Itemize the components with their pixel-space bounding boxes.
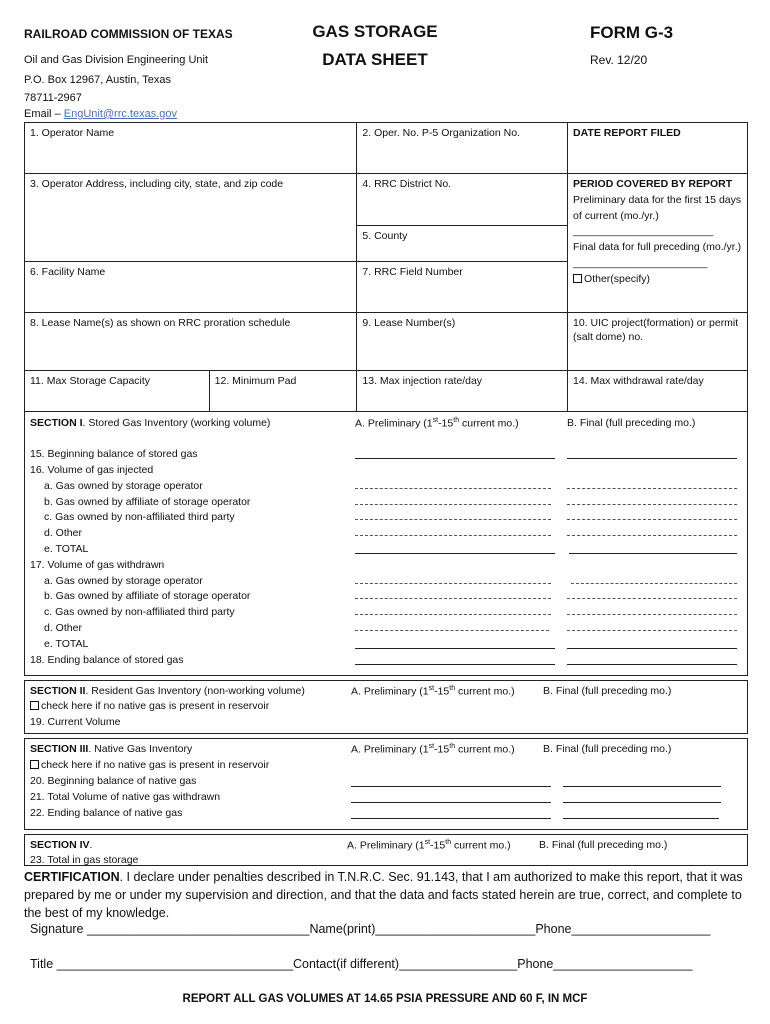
section-1-title: . Stored Gas Inventory (working volume) xyxy=(82,417,271,429)
p5-number-label: 2. Oper. No. P-5 Organization No. xyxy=(362,127,520,139)
item-22-prelim-input[interactable] xyxy=(351,818,551,819)
item-17e-prelim-input[interactable] xyxy=(355,648,555,649)
max-withdrawal-field[interactable] xyxy=(568,371,748,412)
item-20-prelim-input[interactable] xyxy=(351,786,551,787)
agency-name: RAILROAD COMMISSION OF TEXAS xyxy=(24,27,233,41)
item-17e: e. TOTAL xyxy=(44,638,89,650)
section-3-col-a xyxy=(351,742,515,757)
no-native-gas-checkbox-2[interactable] xyxy=(30,760,39,769)
item-18-final-input[interactable] xyxy=(567,664,737,665)
revision: Rev. 12/20 xyxy=(590,53,648,67)
footer-note: REPORT ALL GAS VOLUMES AT 14.65 PSIA PRESSURE AND 60 F, IN MCF xyxy=(182,993,588,1005)
item-16a-final-input[interactable] xyxy=(567,488,737,489)
item-16e-prelim-input[interactable] xyxy=(355,553,555,554)
facility-name-label: 6. Facility Name xyxy=(30,266,106,278)
item-19: 19. Current Volume xyxy=(30,716,121,728)
section-4-col-b: B. Final (full preceding mo.) xyxy=(539,839,668,851)
operator-info-table xyxy=(24,122,748,412)
section-3-title: . Native Gas Inventory xyxy=(88,743,193,755)
form-title-line1: GAS STORAGE xyxy=(312,22,438,41)
col-a-mid: -15 xyxy=(438,417,454,430)
item-17: 17. Volume of gas withdrawn xyxy=(30,559,165,571)
item-17d-prelim-input[interactable] xyxy=(355,630,549,631)
period-prelim-text: Preliminary data for the first 15 days of current (mo./yr.) xyxy=(573,193,742,222)
s2-col-a-pre: A. Preliminary (1 xyxy=(351,685,429,698)
minimum-pad-field[interactable] xyxy=(209,371,357,412)
s4-col-a-post: current mo.) xyxy=(451,839,511,852)
section-3-label: SECTION III xyxy=(30,743,89,755)
minimum-pad-label: 12. Minimum Pad xyxy=(214,375,297,387)
period-other xyxy=(573,272,742,288)
email-prefix: Email – xyxy=(24,108,64,120)
section-3 xyxy=(24,738,748,830)
certification-text xyxy=(24,868,748,922)
item-17c: c. Gas owned by non-affiliated third party xyxy=(44,606,235,618)
item-17b: b. Gas owned by affiliate of storage operator xyxy=(44,590,251,602)
section-1 xyxy=(24,411,748,676)
item-17a-final-input[interactable] xyxy=(571,583,737,584)
lease-number-label: 9. Lease Number(s) xyxy=(362,317,456,329)
operator-address-field[interactable] xyxy=(25,174,357,262)
district-field[interactable] xyxy=(357,174,568,226)
item-18: 18. Ending balance of stored gas xyxy=(30,654,184,666)
period-prelim-blank[interactable]: ________________________ xyxy=(573,225,714,238)
section-2-check-label: check here if no native gas is present in reservoir xyxy=(41,700,270,712)
p5-number-field[interactable] xyxy=(357,123,568,174)
section-1-heading xyxy=(30,416,270,430)
operator-address-label: 3. Operator Address, including city, state, and zip code xyxy=(30,178,284,190)
period-covered-field xyxy=(568,174,748,313)
item-16e: e. TOTAL xyxy=(44,543,89,555)
operator-name-label: 1. Operator Name xyxy=(30,127,115,139)
s3-col-a-sup1: st xyxy=(428,743,435,750)
field-number-label: 7. RRC Field Number xyxy=(362,266,463,278)
section-2-col-b: B. Final (full preceding mo.) xyxy=(543,685,672,697)
lease-number-field[interactable] xyxy=(357,313,568,371)
item-16d: d. Other xyxy=(44,527,82,539)
facility-name-field[interactable] xyxy=(25,262,357,313)
email-link[interactable]: EngUnit@rrc.texas.gov xyxy=(63,108,178,120)
item-16d-prelim-input[interactable] xyxy=(355,535,551,536)
section-2-label: SECTION II xyxy=(30,685,86,697)
item-15: 15. Beginning balance of stored gas xyxy=(30,448,198,460)
s3-col-a-mid: -15 xyxy=(434,743,450,756)
max-injection-field[interactable] xyxy=(357,371,568,412)
s4-col-a-pre: A. Preliminary (1 xyxy=(347,839,425,852)
col-a-sup2: th xyxy=(453,417,460,424)
lease-name-label: 8. Lease Name(s) as shown on RRC proration schedule xyxy=(30,317,291,329)
max-storage-label: 11. Max Storage Capacity xyxy=(30,375,151,387)
s3-col-a-pre: A. Preliminary (1 xyxy=(351,743,429,756)
section-2-check xyxy=(30,699,269,713)
item-16: 16. Volume of gas injected xyxy=(30,464,154,476)
section-2 xyxy=(24,680,748,734)
email-line xyxy=(24,107,177,122)
item-17a-prelim-input[interactable] xyxy=(355,583,551,584)
s2-col-a-mid: -15 xyxy=(434,685,450,698)
item-16b-final-input[interactable] xyxy=(567,504,737,505)
item-16a-prelim-input[interactable] xyxy=(355,488,551,489)
item-20: 20. Beginning balance of native gas xyxy=(30,775,197,787)
s2-col-a-sup2: th xyxy=(449,685,456,692)
section-2-col-a xyxy=(351,684,515,699)
period-title: PERIOD COVERED BY REPORT xyxy=(573,178,733,190)
item-17c-final-input[interactable] xyxy=(567,614,737,615)
item-18-prelim-input[interactable] xyxy=(355,664,555,665)
form-title-line2: DATA SHEET xyxy=(322,50,428,69)
max-withdrawal-label: 14. Max withdrawal rate/day xyxy=(573,375,704,387)
section-3-heading xyxy=(30,742,192,756)
section-4-heading xyxy=(30,838,92,852)
s4-col-a-sup2: th xyxy=(445,839,452,846)
uic-project-label: 10. UIC project(formation) or permit (salt dome) no. xyxy=(573,317,739,344)
section-3-check xyxy=(30,758,269,772)
item-16d-final-input[interactable] xyxy=(567,535,737,536)
item-17c-prelim-input[interactable] xyxy=(355,614,551,615)
section-4-title: . xyxy=(89,839,93,851)
zip-code: 78711-2967 xyxy=(24,92,82,104)
certification-block xyxy=(24,868,748,922)
item-21-final-input[interactable] xyxy=(563,802,721,803)
item-17e-final-input[interactable] xyxy=(567,648,737,649)
form-number: FORM G-3 xyxy=(590,23,674,42)
item-16c-final-input[interactable] xyxy=(567,519,737,520)
item-17d: d. Other xyxy=(44,622,82,634)
certification-label: CERTIFICATION xyxy=(24,870,120,884)
date-filed-field[interactable] xyxy=(568,123,748,174)
item-22: 22. Ending balance of native gas xyxy=(30,807,183,819)
max-injection-label: 13. Max injection rate/day xyxy=(362,375,483,387)
item-17a: a. Gas owned by storage operator xyxy=(44,575,203,587)
s2-col-a-post: current mo.) xyxy=(455,685,515,698)
item-16c-prelim-input[interactable] xyxy=(355,519,551,520)
no-native-gas-checkbox[interactable] xyxy=(30,701,39,710)
section-1-col-b: B. Final (full preceding mo.) xyxy=(567,417,696,429)
item-21: 21. Total Volume of native gas withdrawn xyxy=(30,791,221,803)
signature-line[interactable]: Signature ________________________________Name(print)_______________________Phone____________________ xyxy=(30,922,711,936)
item-16a: a. Gas owned by storage operator xyxy=(44,480,203,492)
item-16b: b. Gas owned by affiliate of storage operator xyxy=(44,496,251,508)
section-4 xyxy=(24,834,748,866)
section-3-check-label: check here if no native gas is present in reservoir xyxy=(41,759,270,771)
po-box: P.O. Box 12967, Austin, Texas xyxy=(24,74,171,86)
col-a-pre: A. Preliminary (1 xyxy=(355,417,433,430)
item-17d-final-input[interactable] xyxy=(567,630,737,631)
section-4-col-a xyxy=(347,838,511,853)
district-label: 4. RRC District No. xyxy=(362,178,452,190)
division-unit: Oil and Gas Division Engineering Unit xyxy=(24,54,209,66)
item-17b-prelim-input[interactable] xyxy=(355,598,551,599)
uic-project-field[interactable] xyxy=(568,313,748,371)
county-field[interactable] xyxy=(357,226,568,262)
s4-col-a-mid: -15 xyxy=(430,839,446,852)
section-2-title: . Resident Gas Inventory (non-working volume) xyxy=(85,685,305,697)
item-17b-final-input[interactable] xyxy=(567,598,737,599)
item-20-final-input[interactable] xyxy=(563,786,721,787)
item-23: 23. Total in gas storage xyxy=(30,854,139,866)
lease-name-field[interactable] xyxy=(25,313,357,371)
section-1-label: SECTION I xyxy=(30,417,83,429)
title-line[interactable]: Title __________________________________Contact(if different)_________________Phone____________________ xyxy=(30,957,693,971)
item-15-final-input[interactable] xyxy=(567,458,737,459)
other-checkbox[interactable] xyxy=(573,274,582,283)
col-a-post: current mo.) xyxy=(459,417,519,430)
field-number-field[interactable] xyxy=(357,262,568,313)
section-1-col-a xyxy=(355,416,519,431)
item-22-final-input[interactable] xyxy=(563,818,719,819)
s2-col-a-sup1: st xyxy=(428,685,435,692)
item-15-prelim-input[interactable] xyxy=(355,458,555,459)
section-2-heading xyxy=(30,684,305,698)
s4-col-a-sup1: st xyxy=(424,839,431,846)
item-16b-prelim-input[interactable] xyxy=(355,504,551,505)
section-4-label: SECTION IV xyxy=(30,839,90,851)
item-16e-final-input[interactable] xyxy=(569,553,737,554)
s3-col-a-sup2: th xyxy=(449,743,456,750)
item-21-prelim-input[interactable] xyxy=(351,802,551,803)
item-16c: c. Gas owned by non-affiliated third party xyxy=(44,511,235,523)
operator-name-field[interactable] xyxy=(25,123,357,174)
s3-col-a-post: current mo.) xyxy=(455,743,515,756)
period-final-blank[interactable]: _______________________ xyxy=(573,256,708,269)
col-a-sup1: st xyxy=(432,417,439,424)
period-final-text: Final data for full preceding (mo./yr.) xyxy=(573,241,742,253)
period-other-label: Other(specify) xyxy=(584,272,650,285)
max-storage-field[interactable] xyxy=(25,371,210,412)
date-filed-label: DATE REPORT FILED xyxy=(573,127,681,139)
certification-body: . I declare under penalties described in T.N.R.C. Sec. 91.143, that I am authorized to make this report, that it was prepared by me or under my supervision and direction, and that the data and facts stated herein are true, correct, and complete to the best of my knowledge. xyxy=(24,870,743,921)
county-label: 5. County xyxy=(362,230,408,242)
section-3-col-b: B. Final (full preceding mo.) xyxy=(543,743,672,755)
